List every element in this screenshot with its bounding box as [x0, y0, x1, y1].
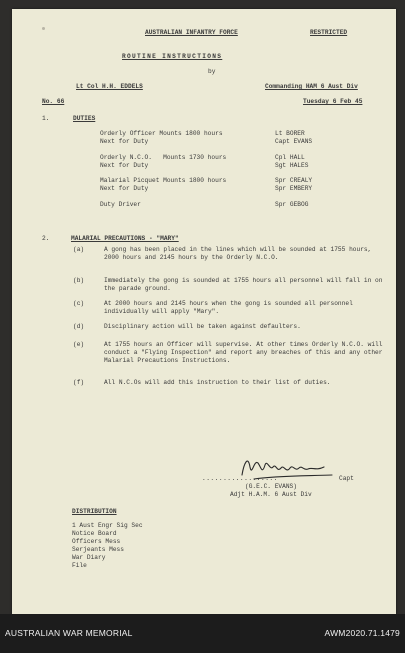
signature-dots: ..................	[202, 475, 278, 482]
distribution-item: Serjeants Mess	[72, 546, 124, 553]
document-page	[12, 9, 396, 614]
duty-person: Spr CREALY Spr EMBERY	[275, 177, 313, 192]
section-2-heading: MALARIAL PRECAUTIONS - "MARY"	[71, 235, 179, 242]
item-text: Disciplinary action will be taken against defaulters.	[104, 323, 301, 330]
distribution-item: Officers Mess	[72, 538, 121, 545]
signature-rank: Capt	[339, 475, 354, 482]
instruction-number: No. 66	[42, 98, 65, 105]
distribution-item: War Diary	[72, 554, 106, 561]
signatory-appointment: Adjt H.A.M. 6 Aust Div	[230, 491, 312, 498]
duty-person: Spr GEBOG	[275, 201, 309, 208]
section-1-heading: DUTIES	[73, 115, 96, 122]
item-label: (c)	[73, 300, 85, 307]
item-label: (a)	[73, 246, 85, 253]
by-line: by	[208, 68, 216, 75]
item-text: A gong has been placed in the lines which will be sounded at 1755 hours, 2000 hours and 2145 hours by the Orderly N.C.O.	[104, 246, 372, 261]
instruction-date: Tuesday 6 Feb 45	[303, 98, 363, 105]
item-label: (d)	[73, 323, 85, 330]
section-2-number: 2.	[42, 235, 50, 242]
distribution-heading: DISTRIBUTION	[72, 508, 117, 515]
org-heading: AUSTRALIAN INFANTRY FORCE	[145, 29, 238, 36]
footer-institution: AUSTRALIAN WAR MEMORIAL	[5, 628, 133, 638]
distribution-item: File	[72, 562, 87, 569]
duty-person: Cpl HALL Sgt HALES	[275, 154, 309, 169]
item-text: All N.C.Os will add this instruction to their list of duties.	[104, 379, 331, 386]
item-text: Immediately the gong is sounded at 1755 hours all personnel will fall in on the parade ground.	[104, 277, 383, 292]
officer-name: Lt Col H.H. EDDELS	[76, 83, 143, 90]
item-label: (e)	[73, 341, 85, 348]
item-label: (f)	[73, 379, 85, 386]
distribution-item: Notice Board	[72, 530, 117, 537]
officer-appointment: Commanding HAM 6 Aust Div	[265, 83, 358, 90]
duty-person: Lt BORER Capt EVANS	[275, 130, 313, 145]
punch-hole	[42, 27, 45, 30]
classification: RESTRICTED	[310, 29, 348, 36]
section-1-number: 1.	[42, 115, 50, 122]
distribution-item: 1 Aust Engr Sig Sec	[72, 522, 143, 529]
footer-bar	[0, 614, 405, 653]
duty-row: Duty Driver	[100, 201, 141, 208]
duty-row: Malarial Picquet Mounts 1800 hours Next for Duty	[100, 177, 227, 192]
item-text: At 2000 hours and 2145 hours when the gong is sounded all personnel individually will apply "Mary".	[104, 300, 353, 315]
signatory-name: (G.E.C. EVANS)	[245, 483, 297, 490]
duty-row: Orderly Officer Mounts 1800 hours Next for Duty	[100, 130, 223, 145]
item-text: At 1755 hours an Officer will supervise. At other times Orderly N.C.O. will conduct a "Flying Inspection" and report any breaches of this and any other Malarial Precautions Instructions.	[104, 341, 383, 364]
footer-accession-number: AWM2020.71.1479	[324, 628, 400, 638]
document-title: ROUTINE INSTRUCTIONS	[122, 53, 223, 60]
duty-row: Orderly N.C.O. Mounts 1730 hours Next for Duty	[100, 154, 227, 169]
item-label: (b)	[73, 277, 85, 284]
